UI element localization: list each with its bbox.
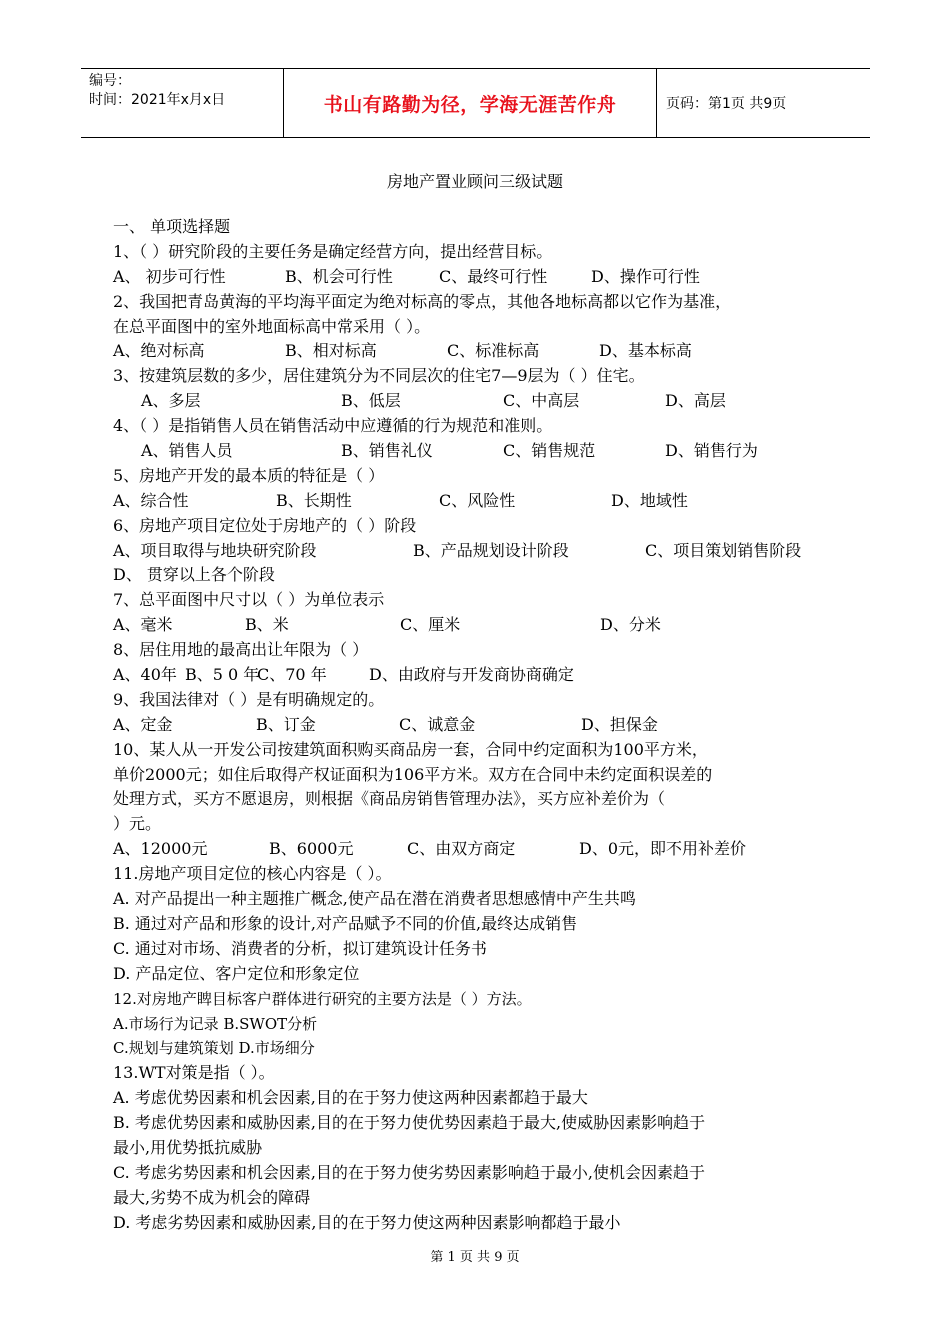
option-text: A、40年 xyxy=(113,665,177,685)
option-row xyxy=(113,713,873,738)
text-line: A. 对产品提出一种主题推广概念,使产品在潜在消费者思想感情中产生共鸣 xyxy=(113,889,636,909)
option-text: B、产品规划设计阶段 xyxy=(413,540,569,560)
option-text: D、担保金 xyxy=(581,714,658,734)
text-line: D. 产品定位、客户定位和形象定位 xyxy=(113,963,360,983)
text-line: 5、房地产开发的最本质的特征是（ ） xyxy=(113,465,385,485)
text-line: A. 考虑优势因素和机会因素,目的在于努力使这两种因素都趋于最大 xyxy=(113,1088,588,1108)
option-text: D、高层 xyxy=(665,391,726,411)
option-row xyxy=(113,837,873,862)
header-page-cell xyxy=(656,69,870,137)
option-row xyxy=(113,663,873,688)
option-text: A、绝对标高 xyxy=(113,341,205,361)
text-line: C. 考虑劣势因素和机会因素,目的在于努力使劣势因素影响趋于最小,使机会因素趋于 xyxy=(113,1162,706,1182)
option-text: C、风险性 xyxy=(439,490,516,510)
option-text: B、相对标高 xyxy=(285,341,377,361)
text-line: C. 通过对市场、消费者的分析，拟订建筑设计任务书 xyxy=(113,938,487,958)
option-text: B、5 0 年 xyxy=(185,665,260,685)
text-line: 13.WT对策是指（ ）。 xyxy=(113,1063,275,1083)
option-text: C、由双方商定 xyxy=(407,839,516,859)
time-label: 时间：2021年x月x日 xyxy=(89,92,226,108)
text-line: 7、总平面图中尺寸以（ ）为单位表示 xyxy=(113,590,385,610)
option-row xyxy=(113,265,873,290)
document-body xyxy=(113,215,873,1236)
option-text: C、最终可行性 xyxy=(439,266,548,286)
text-line: 最小,用优势抵抗威胁 xyxy=(113,1137,263,1157)
option-text: C、销售规范 xyxy=(503,441,596,461)
text-line: D. 考虑劣势因素和威胁因素,目的在于努力使这两种因素影响都趋于最小 xyxy=(113,1212,621,1232)
option-text: A、综合性 xyxy=(113,490,189,510)
header-motto-cell xyxy=(283,69,657,137)
text-line: 最大,劣势不成为机会的障碍 xyxy=(113,1187,311,1207)
option-text: D、基本标高 xyxy=(599,341,692,361)
text-line: ）元。 xyxy=(113,814,162,834)
text-line: 12.对房地产睥目标客户群体进行研究的主要方法是（ ）方法。 xyxy=(113,989,532,1008)
text-line: C.规划与建筑策划 D.市场细分 xyxy=(113,1039,315,1058)
text-line: 单价2000元；如住后取得产权证面积为106平方米。双方在合同中未约定面积误差的 xyxy=(113,764,713,784)
option-row xyxy=(113,539,873,564)
option-text: B、米 xyxy=(245,615,289,635)
text-line: B. 考虑优势因素和威胁因素,目的在于努力使优势因素趋于最大,使威胁因素影响趋于 xyxy=(113,1113,706,1133)
document-title: 房地产置业顾问三级试题 xyxy=(386,172,563,191)
text-line: 3、按建筑层数的多少，居住建筑分为不同层次的住宅7—9层为（ ）住宅。 xyxy=(113,366,645,386)
option-row xyxy=(113,339,873,364)
option-row xyxy=(113,389,873,414)
text-line: 在总平面图中的室外地面标高中常采用（ ）。 xyxy=(113,316,431,336)
option-text: A、定金 xyxy=(113,714,173,734)
option-text: B、订金 xyxy=(256,714,316,734)
text-line: 处理方式，买方不愿退房，则根据《商品房销售管理办法》，买方应补差价为（ xyxy=(113,789,666,809)
option-text: A、多层 xyxy=(141,391,201,411)
header-table xyxy=(81,68,870,138)
option-text: A、毫米 xyxy=(113,615,173,635)
option-text: C、厘米 xyxy=(400,615,461,635)
option-text: D、销售行为 xyxy=(665,441,758,461)
text-line: B. 通过对产品和形象的设计,对产品赋予不同的价值,最终达成销售 xyxy=(113,913,578,933)
option-text: B、6000元 xyxy=(269,839,354,859)
option-text: B、机会可行性 xyxy=(285,266,393,286)
text-line: 9、我国法律对（ ）是有明确规定的。 xyxy=(113,689,385,709)
text-line: 2、我国把青岛黄海的平均海平面定为绝对标高的零点，其他各地标高都以它作为基准， xyxy=(113,291,732,311)
text-line: 1、（ ）研究阶段的主要任务是确定经营方向，提出经营目标。 xyxy=(113,241,553,261)
text-line: 11.房地产项目定位的核心内容是（ ）。 xyxy=(113,864,392,884)
option-text: D、由政府与开发商协商确定 xyxy=(369,665,574,685)
option-text: B、销售礼仪 xyxy=(341,441,433,461)
page-footer: 第 1 页 共 9 页 xyxy=(430,1250,520,1265)
text-line: A.市场行为记录 B.SWOT分析 xyxy=(113,1014,318,1033)
option-row xyxy=(113,439,873,464)
option-row xyxy=(113,613,873,638)
motto: 书山有路勤为径，学海无涯苦作舟 xyxy=(323,93,617,116)
option-text: C、项目策划销售阶段 xyxy=(645,540,802,560)
text-line: 8、居住用地的最高出让年限为（ ） xyxy=(113,640,369,660)
option-text: C、标准标高 xyxy=(447,341,540,361)
text-line: D、 贯穿以上各个阶段 xyxy=(113,565,275,585)
option-text: B、低层 xyxy=(341,391,401,411)
option-text: B、长期性 xyxy=(276,490,352,510)
header-info-cell xyxy=(81,69,283,137)
section-heading: 一、 单项选择题 xyxy=(113,217,231,236)
number-label: 编号： xyxy=(89,73,131,89)
option-row xyxy=(113,489,873,514)
option-text: D、操作可行性 xyxy=(591,266,700,286)
option-text: A、项目取得与地块研究阶段 xyxy=(113,540,317,560)
text-line: 4、（ ）是指销售人员在销售活动中应遵循的行为规范和准则。 xyxy=(113,416,553,436)
option-text: A、12000元 xyxy=(113,839,208,859)
option-text: C、中高层 xyxy=(503,391,580,411)
option-text: C、70 年 xyxy=(257,665,327,685)
text-line: 10、某人从一开发公司按建筑面积购买商品房一套，合同中约定面积为100平方米， xyxy=(113,739,708,759)
option-text: D、0元，即不用补差价 xyxy=(579,839,747,859)
option-text: A、销售人员 xyxy=(141,441,233,461)
option-text: A、 初步可行性 xyxy=(113,266,226,286)
page-code: 页码：第1页 共9页 xyxy=(666,96,787,112)
option-text: D、分米 xyxy=(600,615,661,635)
text-line: 6、房地产项目定位处于房地产的（ ）阶段 xyxy=(113,515,417,535)
option-text: D、地域性 xyxy=(611,490,688,510)
option-text: C、诚意金 xyxy=(399,714,476,734)
